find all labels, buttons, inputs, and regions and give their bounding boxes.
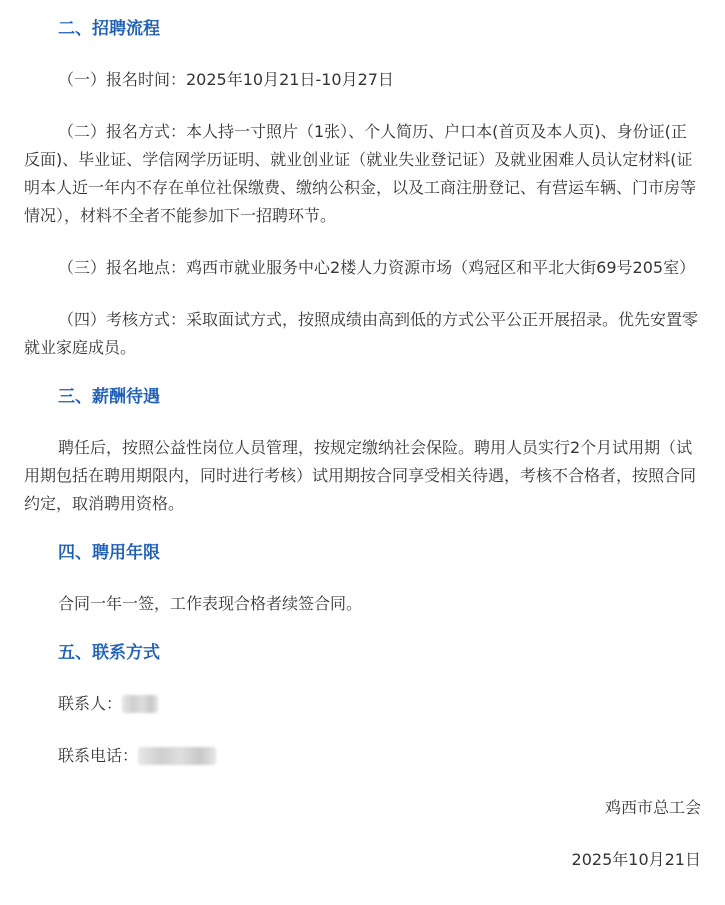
paragraph-registration-location: （三）报名地点：鸡西市就业服务中心2楼人力资源市场（鸡冠区和平北大街69号205室） xyxy=(58,258,696,277)
redacted-name xyxy=(122,695,158,713)
paragraph-registration-time: （一）报名时间：2025年10月21日-10月27日 xyxy=(58,70,394,89)
paragraph-salary: 聘任后，按照公益性岗位人员管理，按规定缴纳社会保险。聘用人员实行2个月试用期（试用期包括在聘用期限内，同时进行考核）试用期按合同享受相关待遇，考核不合格者，按照合同约定，取消聘用资格。 xyxy=(24,438,697,513)
issue-date: 2025年10月21日 xyxy=(571,850,701,869)
contact-phone-label: 联系电话： xyxy=(58,746,139,765)
paragraph-term: 合同一年一签，工作表现合格者续签合同。 xyxy=(58,594,363,613)
section-heading-process: 二、招聘流程 xyxy=(58,19,160,39)
contact-person-label: 联系人： xyxy=(58,694,123,713)
contact-phone-line xyxy=(58,742,701,770)
contact-person-line xyxy=(58,690,701,718)
paragraph-assessment-method: （四）考核方式：采取面试方式，按照成绩由高到低的方式公平公正开展招录。优先安置零就业家庭成员。 xyxy=(24,310,699,357)
section-heading-contact: 五、联系方式 xyxy=(58,643,160,663)
paragraph-registration-method: （二）报名方式：本人持一寸照片（1张）、个人简历、户口本(首页及本人页)、身份证(正反面)、毕业证、学信网学历证明、就业创业证（就业失业登记证）及就业困难人员认定材料(证明本人近一年内不存在单位社保缴费、缴纳公积金，以及工商注册登记、有营运车辆、门市房等情况），材料不全者不能参加下一招聘环节。 xyxy=(24,122,697,225)
redacted-phone xyxy=(138,747,216,765)
issuing-organization: 鸡西市总工会 xyxy=(604,798,701,817)
section-heading-term: 四、聘用年限 xyxy=(58,543,160,563)
section-heading-salary: 三、薪酬待遇 xyxy=(58,387,160,407)
